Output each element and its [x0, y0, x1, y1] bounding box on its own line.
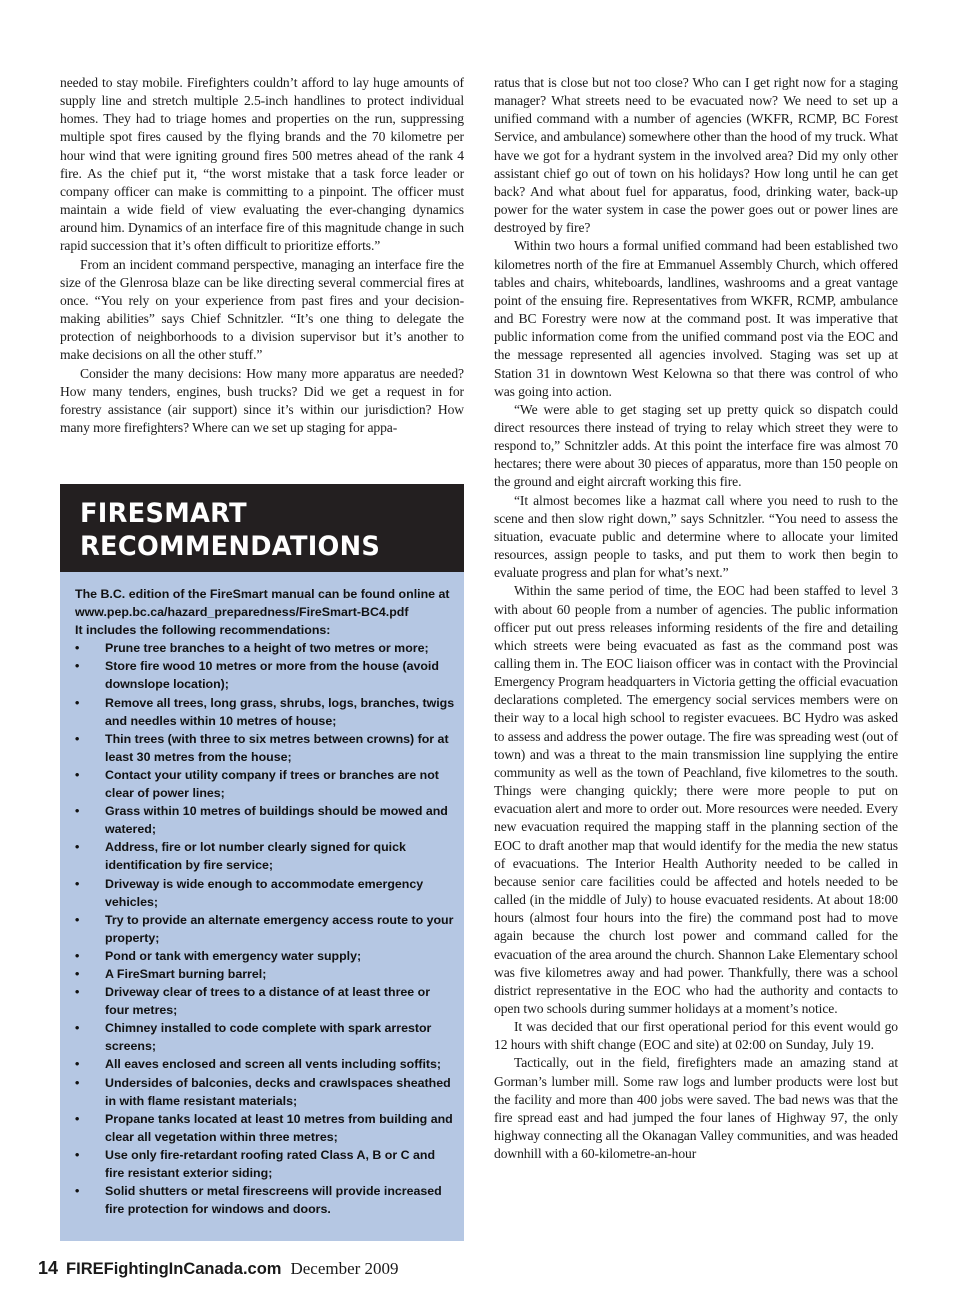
recommendation-item: • Store fire wood 10 metres or more from the house (avoid downslope location);	[75, 657, 457, 693]
recommendation-item: • Remove all trees, long grass, shrubs, logs, branches, twigs and needles within 10 metres of house;	[75, 694, 457, 730]
recommendation-item: • A FireSmart burning barrel;	[75, 965, 457, 983]
article-paragraph: Tactically, out in the field, firefighters made an amazing stand at Gorman’s lumber mill. Some raw logs and lumber products were lost but the facility and more than 400 jobs were saved. The bad news was that the fire spread east and had jumped the four lanes of Highway 97, the only highway connecting all the Okanagan Valley communities, and was headed downhill with a 60-kilometre-an-hour	[494, 1055, 898, 1162]
recommendation-item: • Grass within 10 metres of buildings should be mowed and watered;	[75, 802, 457, 838]
recommendation-item: • Driveway is wide enough to accommodate emergency vehicles;	[75, 875, 457, 911]
recommendation-item: • Try to provide an alternate emergency access route to your property;	[75, 911, 457, 947]
issue-date: December 2009	[290, 1259, 399, 1278]
recommendation-item: • All eaves enclosed and screen all vents including soffits;	[75, 1055, 457, 1073]
article-paragraph: “We were able to get staging set up pretty quick so dispatch could direct resources there instead of trying to relay which street they were to respond to,” Schnitzler adds. At this point the interface fire was almost 70 hectares; there were about 30 pieces of apparatus, more than 150 people on the ground and eight aircraft working this fire.	[494, 401, 898, 490]
right-article-column	[494, 74, 898, 1163]
recommendation-item: • Prune tree branches to a height of two metres or more;	[75, 639, 457, 657]
sidebar-title	[80, 497, 441, 563]
recommendation-item: • Propane tanks located at least 10 metres from building and clear all vegetation within three metres;	[75, 1110, 457, 1146]
recommendation-item: • Pond or tank with emergency water supply;	[75, 947, 457, 965]
sidebar-intro: It includes the following recommendations:	[75, 623, 331, 638]
manual-url-link[interactable]: www.pep.bc.ca/hazard_preparedness/FireSmart-BC4.pdf	[75, 605, 409, 620]
recommendation-item: • Address, fire or lot number clearly signed for quick identification by fire service;	[75, 838, 457, 874]
recommendation-item: • Solid shutters or metal firescreens will provide increased fire protection for windows and doors.	[75, 1182, 457, 1218]
page-number: 14	[38, 1258, 59, 1278]
article-paragraph: Consider the many decisions: How many more apparatus are needed? How many tenders, engines, bush trucks? Did we get a request in for forestry assistance (air support) since it’s within our jurisdiction? How many more firefighters? Where can we set up staging for appa-	[60, 365, 464, 435]
recommendation-list	[75, 639, 457, 1218]
recommendation-item: • Contact your utility company if trees or branches are not clear of power lines;	[75, 766, 457, 802]
sidebar-title-line: FIRESMART	[80, 498, 247, 529]
sidebar-title-line: RECOMMENDATIONS	[80, 531, 381, 562]
article-paragraph: Within the same period of time, the EOC had been staffed to level 3 with about 60 people from a number of agencies. The public information officer put out press releases informing residents of the fire and detailing which streets were being evacuated as fast as the command post was calling them in. The EOC liaison officer was in contact with the Provincial Emergency Program headquarters in Victoria getting the official evacuation declarations completed. The emergency social services members were on their way to a local high school to register evacuees. BC Hydro was asked to assess and address the power outage. The fire was spreading west (out of town) and was a threat to the main transmission line supplying the entire community as well as the town of Peachland, five kilometres to the south. Things were changing quickly; there were more people to put on evacuation alert and more to order out. More resources were needed. Every new evacuation required the mapping staff in the planning section of the EOC to draft another map that would identify for the media the new status of evacuations. The Interior Health Authority needed to be called in because senior care facilities could be affected and hotels needed to be called (in the middle of July) to house evacuated residents. At about 18:00 hours (almost four hours into the fire) the command post had to move again because the church lost power and command called for the evacuation of the area around the church. Shannon Lake Elementary school was five kilometres away and had power. Thankfully, there was a school district representative in the EOC who had the authority and contacts to open two schools during summer holidays at a moment’s notice.	[494, 583, 898, 1016]
article-paragraph: It was decided that our first operational period for this event would go 12 hours with shift change (EOC and site) at 02:00 on Sunday, July 19.	[494, 1019, 898, 1053]
firesmart-sidebar	[60, 484, 464, 1241]
article-paragraph: From an incident command perspective, managing an interface fire the size of the Glenrosa blaze can be like directing several commercial fires at once. “You rely on your experience from past fires and your decision-making abilities” says Chief Schnitzler. “It’s one thing to delegate the protection of neighborhoods to a division supervisor but it’s another to make decisions on all the other stuff.”	[60, 256, 464, 363]
sidebar-body	[75, 585, 457, 1218]
article-paragraph: “It almost becomes like a hazmat call where you need to rush to the scene and then slow right down,” says Schnitzler. “You need to assess the situation, evacuate public and determine where to allocate your limited resources, assign people to tasks, and put them to work then begin to evaluate progress and plan for what’s next.”	[494, 492, 898, 581]
article-paragraph: Within two hours a formal unified command had been established two kilometres north of the fire at Emmanuel Assembly Church, which offered tables and chairs, whiteboards, landlines, washrooms and a great vantage point of the ensuing fire. Representatives from WKFR, RCMP, ambulance and BC Forestry were now at the command post. It was imperative that public information come from the unified command post via the EOC and the message represented all agencies involved. Staging was set up at Station 31 in downtown West Kelowna so that there was control of who was going into action.	[494, 238, 898, 399]
recommendation-item: • Thin trees (with three to six metres between crowns) for at least 30 metres from the house;	[75, 730, 457, 766]
recommendation-item: • Driveway clear of trees to a distance of at least three or four metres;	[75, 983, 457, 1019]
left-article-column	[60, 74, 464, 437]
sidebar-intro: The B.C. edition of the FireSmart manual can be found online at	[75, 587, 450, 601]
recommendation-item: • Chimney installed to code complete with spark arrestor screens;	[75, 1019, 457, 1055]
recommendation-item: • Use only fire-retardant roofing rated Class A, B or C and fire resistant exterior siding;	[75, 1146, 457, 1182]
article-paragraph: ratus that is close but not too close? Who can I get right now for a staging manager? What streets need to be evacuated now? We need to set up a unified command with a number of agencies (WKFR, RCMP, BC Forest Service, and ambulance) somewhere other than the hood of my truck. What have we got for a hydrant system in the involved area? Did my only other assistant chief go out of town on his holidays? How long until he can get back? And what about fuel for apparatus, food, drinking water, back-up power for the water system in case the power goes out or power lines are destroyed by fire?	[494, 75, 898, 236]
recommendation-item: • Undersides of balconies, decks and crawlspaces sheathed in with flame resistant materials;	[75, 1074, 457, 1110]
article-paragraph: needed to stay mobile. Firefighters couldn’t afford to lay huge amounts of supply line and stretch multiple 2.5-inch handlines to protect individual homes. They had to triage homes and properties on the run, suppressing multiple spot fires caused by the flying brands and the 70 kilometre per hour wind that were igniting ground fires 500 metres ahead of the rank 4 fire. As the chief put it, “the worst mistake that a task force leader or company officer can make is committing to a pinpoint. The officer must maintain a wide field of view evaluating the ever-changing dynamics around him. Dynamics of an interface fire of this magnitude change in such rapid succession that it’s often difficult to prioritize efforts.”	[60, 75, 464, 254]
site-name: FIREFightingInCanada.com	[66, 1260, 282, 1278]
sidebar-header	[60, 484, 464, 572]
page-footer	[38, 1258, 399, 1282]
